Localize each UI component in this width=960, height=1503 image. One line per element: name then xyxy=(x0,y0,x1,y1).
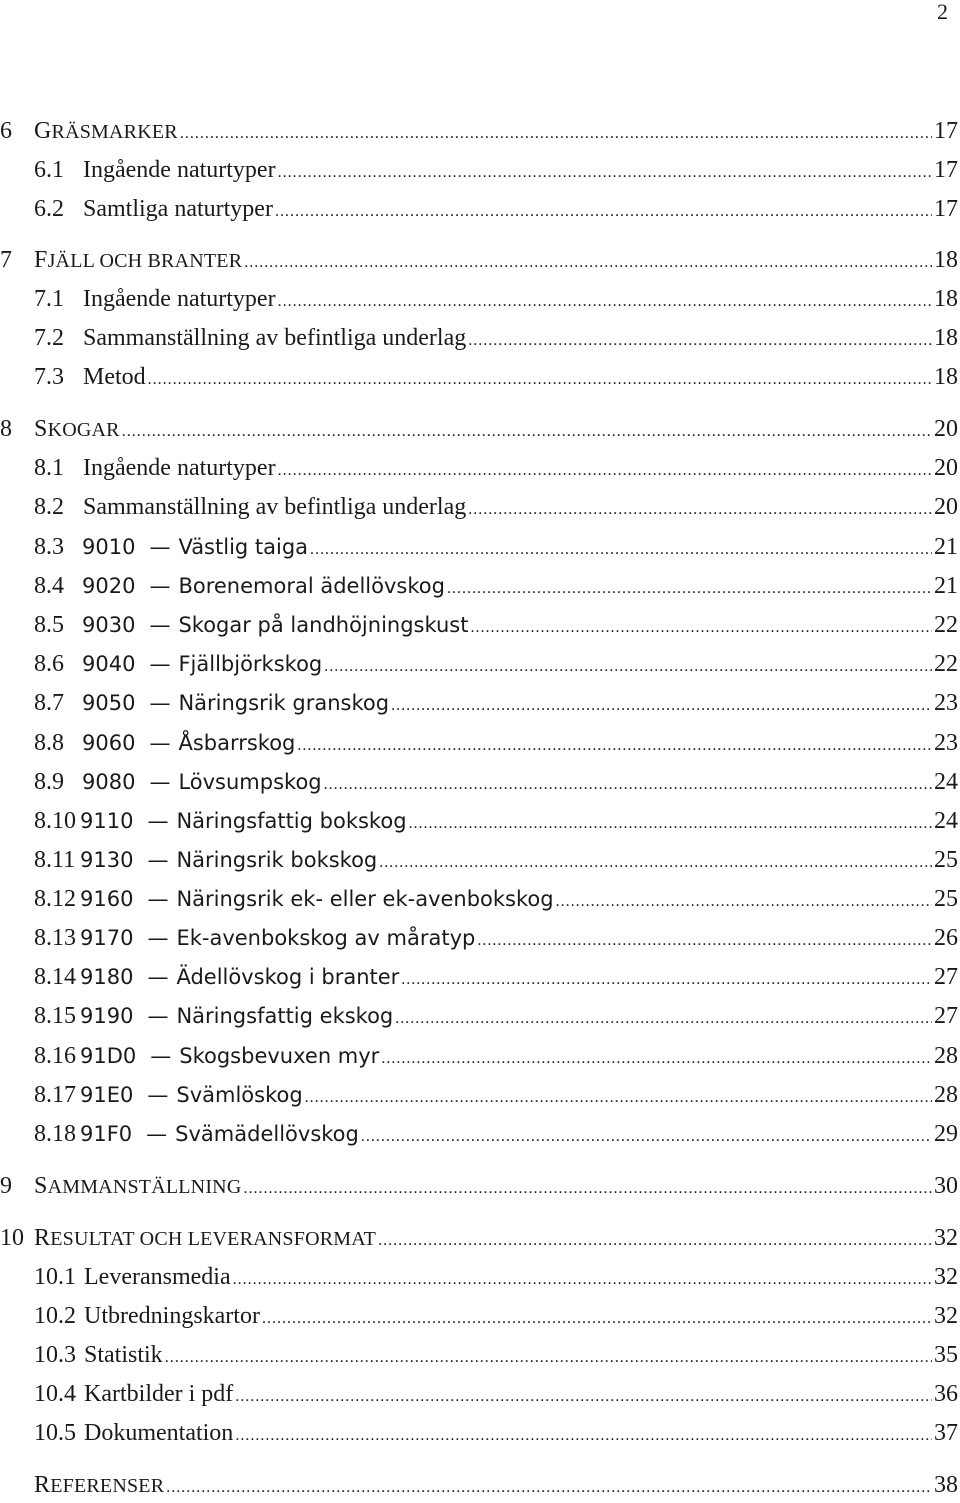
title-small-caps: EFERENSER xyxy=(50,1475,165,1497)
dot-leader xyxy=(165,1343,932,1373)
title-small-caps: AMMANSTÄLLNING xyxy=(47,1176,242,1198)
page-ref: 25 xyxy=(934,886,958,912)
toc-entry[interactable] xyxy=(0,610,958,640)
habitat-code: 91D0 xyxy=(80,1044,137,1068)
title-small-caps: RÄSMARKER xyxy=(51,121,178,143)
toc-entry[interactable] xyxy=(0,194,958,224)
subsection-title: Ingående naturtyper xyxy=(83,286,276,312)
toc-entry[interactable] xyxy=(0,492,958,522)
section-title xyxy=(34,116,178,147)
section-number: 8.11 xyxy=(34,847,76,873)
dot-leader xyxy=(275,197,932,227)
dash-separator: — xyxy=(149,613,171,637)
section-number: 8.7 xyxy=(34,690,64,716)
toc-entry[interactable] xyxy=(0,962,958,992)
section-number: 8.12 xyxy=(34,886,76,912)
dot-leader xyxy=(468,326,932,356)
dash-separator: — xyxy=(149,652,171,676)
title-initial: S xyxy=(34,416,48,442)
toc-entry[interactable] xyxy=(0,649,958,679)
toc-entry[interactable] xyxy=(0,532,958,562)
page-ref: 18 xyxy=(934,364,958,390)
section-number: 10.1 xyxy=(34,1264,76,1290)
dot-leader xyxy=(243,1174,932,1204)
toc-entry[interactable] xyxy=(0,362,958,392)
habitat-title xyxy=(82,767,322,797)
subsection-title: Dokumentation xyxy=(84,1420,234,1446)
habitat-code: 9020 xyxy=(82,574,136,598)
toc-entry[interactable] xyxy=(0,1301,958,1331)
habitat-code: 9160 xyxy=(80,887,134,911)
section-number: 8.15 xyxy=(34,1003,76,1029)
toc-entry[interactable] xyxy=(0,1379,958,1409)
page-ref: 21 xyxy=(934,534,958,560)
section-title xyxy=(34,1223,376,1254)
habitat-title xyxy=(80,962,399,992)
section-number: 10 xyxy=(0,1225,24,1251)
habitat-title xyxy=(82,688,389,718)
habitat-title xyxy=(80,845,377,875)
dash-separator: — xyxy=(147,848,169,872)
dot-leader xyxy=(262,1304,932,1334)
dash-separator: — xyxy=(149,535,171,559)
page-ref: 32 xyxy=(934,1303,958,1329)
page-ref: 29 xyxy=(934,1121,958,1147)
habitat-name: Svämädellövskog xyxy=(175,1122,359,1146)
habitat-name: Fjällbjörkskog xyxy=(178,652,323,676)
habitat-code: 9040 xyxy=(82,652,136,676)
section-number: 8.6 xyxy=(34,651,64,677)
page-ref: 18 xyxy=(934,325,958,351)
dot-leader xyxy=(278,158,932,188)
section-number: 9 xyxy=(0,1173,12,1199)
dash-separator: — xyxy=(146,1122,168,1146)
section-number: 8.16 xyxy=(34,1043,76,1069)
title-initial: R xyxy=(34,1472,51,1498)
dot-leader xyxy=(244,248,932,278)
habitat-title xyxy=(82,532,308,562)
dot-leader xyxy=(310,535,932,565)
subsection-title: Samtliga naturtyper xyxy=(83,196,273,222)
habitat-name: Lövsumpskog xyxy=(178,770,322,794)
habitat-title xyxy=(80,1080,303,1110)
toc-entry[interactable] xyxy=(0,845,958,875)
toc-entry[interactable] xyxy=(0,1262,958,1292)
page-ref: 32 xyxy=(934,1225,958,1251)
page-ref: 24 xyxy=(934,769,958,795)
habitat-title xyxy=(82,649,322,679)
dot-leader xyxy=(391,691,932,721)
section-number: 8.17 xyxy=(34,1082,76,1108)
page-ref: 17 xyxy=(934,118,958,144)
page-ref: 30 xyxy=(934,1173,958,1199)
toc-entry[interactable] xyxy=(0,1340,958,1370)
section-number: 8 xyxy=(0,416,12,442)
section-number: 10.3 xyxy=(34,1342,76,1368)
habitat-title xyxy=(80,1119,359,1149)
subsection-title: Ingående naturtyper xyxy=(83,157,276,183)
habitat-name: Borenemoral ädellövskog xyxy=(178,574,445,598)
toc-entry[interactable] xyxy=(0,453,958,483)
section-number: 10.4 xyxy=(34,1381,76,1407)
page-ref: 37 xyxy=(934,1420,958,1446)
dot-leader xyxy=(468,495,932,525)
habitat-code: 9030 xyxy=(82,613,136,637)
subsection-title: Statistik xyxy=(84,1342,163,1368)
habitat-code: 9010 xyxy=(82,535,136,559)
habitat-title xyxy=(82,728,295,758)
subsection-title: Ingående naturtyper xyxy=(83,455,276,481)
habitat-name: Näringsrik bokskog xyxy=(176,848,378,872)
toc-entry[interactable] xyxy=(0,284,958,314)
habitat-code: 9050 xyxy=(82,691,136,715)
section-title xyxy=(34,1171,241,1202)
section-number: 8.9 xyxy=(34,769,64,795)
page-ref: 23 xyxy=(934,730,958,756)
habitat-code: 9060 xyxy=(82,731,136,755)
title-initial: R xyxy=(34,1225,51,1251)
dot-leader xyxy=(324,652,932,682)
section-number: 6.2 xyxy=(34,196,64,222)
page-ref: 21 xyxy=(934,573,958,599)
dash-separator: — xyxy=(147,1083,169,1107)
section-number: 10.5 xyxy=(34,1420,76,1446)
habitat-code: 91F0 xyxy=(80,1122,133,1146)
page-ref: 22 xyxy=(934,612,958,638)
dash-separator: — xyxy=(147,809,169,833)
page-ref: 36 xyxy=(934,1381,958,1407)
dot-leader xyxy=(361,1122,932,1152)
dot-leader xyxy=(180,119,932,149)
page-number: 2 xyxy=(937,0,948,24)
section-number: 7.3 xyxy=(34,364,64,390)
habitat-name: Skogsbevuxen myr xyxy=(179,1044,380,1068)
dot-leader xyxy=(447,574,932,604)
dot-leader xyxy=(471,613,933,643)
dot-leader xyxy=(235,1421,932,1451)
habitat-code: 9180 xyxy=(80,965,134,989)
habitat-code: 91E0 xyxy=(80,1083,134,1107)
page-ref: 17 xyxy=(934,196,958,222)
page-ref: 22 xyxy=(934,651,958,677)
toc-entry[interactable] xyxy=(0,1080,958,1110)
dot-leader xyxy=(379,848,932,878)
toc-entry[interactable] xyxy=(0,1119,958,1149)
section-title xyxy=(34,1470,164,1501)
dash-separator: — xyxy=(147,1004,169,1028)
dot-leader xyxy=(305,1083,932,1113)
habitat-title xyxy=(80,884,554,914)
title-initial: S xyxy=(34,1173,48,1199)
toc-entry[interactable] xyxy=(0,1171,958,1201)
toc-entry[interactable] xyxy=(0,116,958,146)
habitat-name: Åsbarrskog xyxy=(178,731,296,755)
toc-entry[interactable] xyxy=(0,806,958,836)
toc-entry[interactable] xyxy=(0,571,958,601)
section-number: 8.8 xyxy=(34,730,64,756)
section-number: 8.2 xyxy=(34,494,64,520)
dash-separator: — xyxy=(149,574,171,598)
habitat-title xyxy=(80,806,407,836)
toc-entry[interactable] xyxy=(0,1418,958,1448)
dot-leader xyxy=(166,1473,932,1503)
section-number: 8.4 xyxy=(34,573,64,599)
habitat-name: Västlig taiga xyxy=(178,535,309,559)
dot-leader xyxy=(395,1004,932,1034)
toc-entry[interactable] xyxy=(0,1041,958,1071)
toc-entry[interactable] xyxy=(0,1001,958,1031)
dot-leader xyxy=(477,926,932,956)
habitat-code: 9190 xyxy=(80,1004,134,1028)
toc-entry[interactable] xyxy=(0,155,958,185)
dot-leader xyxy=(122,417,932,447)
subsection-title: Sammanställning av befintliga underlag xyxy=(83,494,467,520)
habitat-name: Näringsrik granskog xyxy=(178,691,390,715)
page-ref: 17 xyxy=(934,157,958,183)
habitat-name: Näringsfattig ekskog xyxy=(176,1004,394,1028)
section-title xyxy=(34,245,242,276)
section-title xyxy=(34,414,120,445)
section-number: 8.10 xyxy=(34,808,76,834)
dot-leader xyxy=(378,1226,932,1256)
habitat-name: Näringsfattig bokskog xyxy=(176,809,407,833)
dot-leader xyxy=(235,1382,932,1412)
habitat-title xyxy=(82,610,469,640)
dot-leader xyxy=(278,456,932,486)
title-small-caps: ESULTAT OCH LEVERANSFORMAT xyxy=(50,1228,377,1250)
habitat-code: 9110 xyxy=(80,809,134,833)
subsection-title: Utbredningskartor xyxy=(84,1303,260,1329)
toc-entry[interactable] xyxy=(0,414,958,444)
page-ref: 24 xyxy=(934,808,958,834)
page-ref: 38 xyxy=(934,1472,958,1498)
page-ref: 27 xyxy=(934,964,958,990)
habitat-title xyxy=(80,1041,379,1071)
habitat-name: Ädellövskog i branter xyxy=(176,965,400,989)
page-ref: 20 xyxy=(934,494,958,520)
section-number: 7.2 xyxy=(34,325,64,351)
toc-entry[interactable] xyxy=(0,728,958,758)
page-ref: 20 xyxy=(934,416,958,442)
dash-separator: — xyxy=(149,691,171,715)
page-ref: 35 xyxy=(934,1342,958,1368)
page-ref: 32 xyxy=(934,1264,958,1290)
habitat-title xyxy=(80,923,475,953)
title-small-caps: JÄLL OCH BRANTER xyxy=(47,250,243,272)
dash-separator: — xyxy=(147,926,169,950)
habitat-code: 9170 xyxy=(80,926,134,950)
dot-leader xyxy=(233,1265,932,1295)
page-ref: 27 xyxy=(934,1003,958,1029)
page-ref: 25 xyxy=(934,847,958,873)
page-ref: 26 xyxy=(934,925,958,951)
dot-leader xyxy=(381,1044,932,1074)
subsection-title: Leveransmedia xyxy=(84,1264,231,1290)
page-ref: 18 xyxy=(934,286,958,312)
page-ref: 18 xyxy=(934,247,958,273)
habitat-name: Ek-avenbokskog av måratyp xyxy=(176,926,476,950)
toc-entry[interactable] xyxy=(0,884,958,914)
habitat-title xyxy=(80,1001,393,1031)
subsection-title: Sammanställning av befintliga underlag xyxy=(83,325,467,351)
dot-leader xyxy=(401,965,932,995)
subsection-title: Metod xyxy=(83,364,146,390)
title-initial: F xyxy=(34,247,48,273)
habitat-title xyxy=(82,571,445,601)
title-initial: G xyxy=(34,118,52,144)
section-number: 6 xyxy=(0,118,12,144)
habitat-code: 9130 xyxy=(80,848,134,872)
dash-separator: — xyxy=(149,731,171,755)
dash-separator: — xyxy=(147,965,169,989)
toc-entry[interactable] xyxy=(0,323,958,353)
dot-leader xyxy=(278,287,932,317)
toc-entry[interactable] xyxy=(0,1223,958,1253)
dot-leader xyxy=(148,365,932,395)
page-ref: 28 xyxy=(934,1043,958,1069)
dot-leader xyxy=(297,731,932,761)
habitat-name: Näringsrik ek- eller ek-avenbokskog xyxy=(176,887,554,911)
page-ref: 20 xyxy=(934,455,958,481)
toc-entry[interactable] xyxy=(0,1470,958,1500)
habitat-code: 9080 xyxy=(82,770,136,794)
habitat-name: Skogar på landhöjningskust xyxy=(178,613,469,637)
section-number: 6.1 xyxy=(34,157,64,183)
section-number: 8.3 xyxy=(34,534,64,560)
section-number: 8.1 xyxy=(34,455,64,481)
dot-leader xyxy=(409,809,932,839)
dot-leader xyxy=(556,887,932,917)
section-number: 10.2 xyxy=(34,1303,76,1329)
habitat-name: Svämlöskog xyxy=(176,1083,303,1107)
section-number: 7.1 xyxy=(34,286,64,312)
toc-entry[interactable] xyxy=(0,688,958,718)
section-number: 8.18 xyxy=(34,1121,76,1147)
section-number: 8.14 xyxy=(34,964,76,990)
page-ref: 23 xyxy=(934,690,958,716)
toc-entry[interactable] xyxy=(0,767,958,797)
page-ref: 28 xyxy=(934,1082,958,1108)
title-small-caps: KOGAR xyxy=(47,419,120,441)
dash-separator: — xyxy=(147,887,169,911)
dot-leader xyxy=(324,770,932,800)
subsection-title: Kartbilder i pdf xyxy=(84,1381,234,1407)
section-number: 8.5 xyxy=(34,612,64,638)
dash-separator: — xyxy=(149,770,171,794)
dash-separator: — xyxy=(150,1044,172,1068)
section-number: 7 xyxy=(0,247,12,273)
toc-entry[interactable] xyxy=(0,923,958,953)
section-number: 8.13 xyxy=(34,925,76,951)
toc-entry[interactable] xyxy=(0,245,958,275)
